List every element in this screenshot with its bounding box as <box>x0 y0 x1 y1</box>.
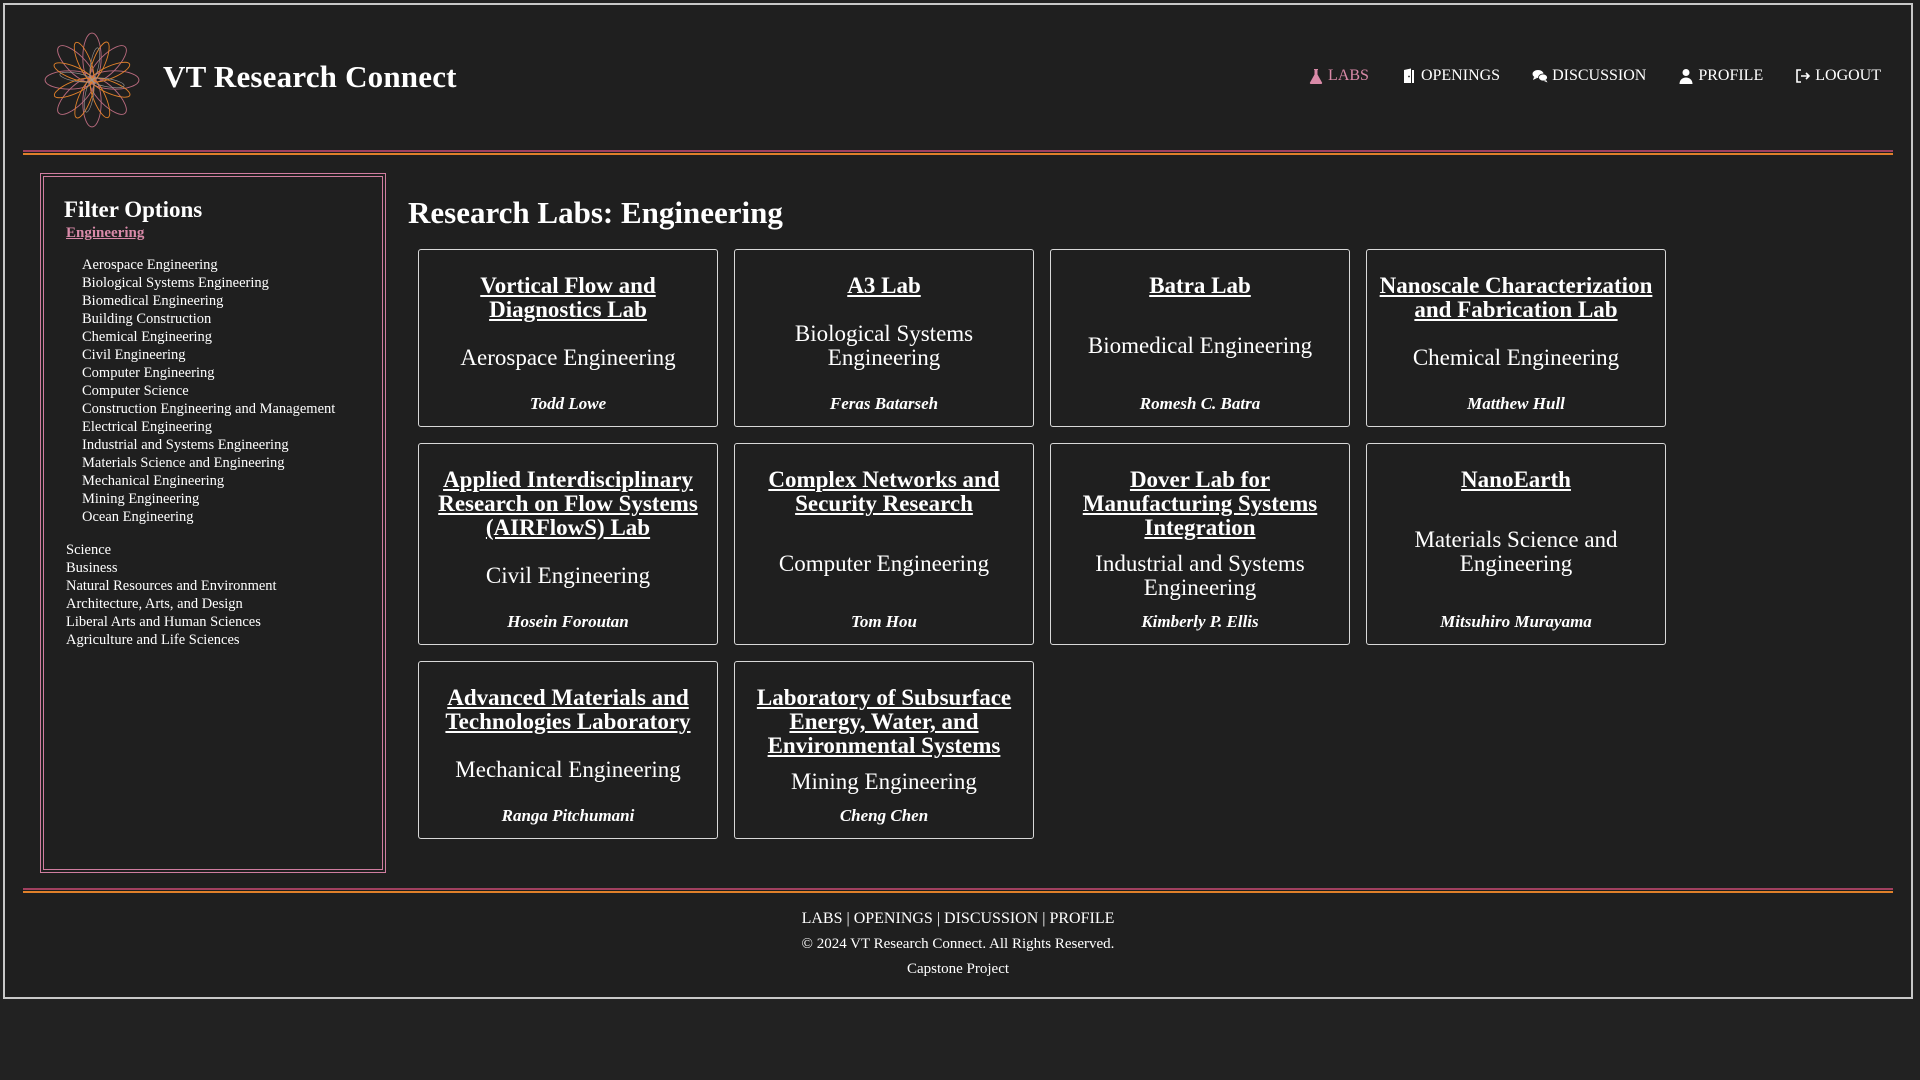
subcategory-item[interactable]: Materials Science and Engineering <box>82 455 285 471</box>
subcategory-item[interactable]: Computer Engineering <box>82 365 215 381</box>
site-footer <box>5 910 1911 978</box>
logout-icon <box>1795 68 1811 84</box>
lab-card-title[interactable]: Advanced Materials and Technologies Laboratory <box>445 685 691 734</box>
subcategory-item[interactable]: Chemical Engineering <box>82 329 213 345</box>
lab-card-pi: Matthew Hull <box>1467 394 1565 413</box>
comments-icon <box>1532 68 1548 84</box>
lab-card-pi: Hosein Foroutan <box>507 612 629 631</box>
lab-card-title[interactable]: Applied Interdisciplinary Research on Flow Systems (AIRFlowS) Lab <box>438 467 698 540</box>
lab-card-pi: Kimberly P. Ellis <box>1141 612 1259 631</box>
lab-card-pi: Ranga Pitchumani <box>501 806 635 825</box>
subcategory-item[interactable]: Biomedical Engineering <box>82 293 224 309</box>
filter-sidebar <box>40 173 386 873</box>
lab-card-department: Computer Engineering <box>778 551 990 576</box>
footer-nav <box>5 910 1911 928</box>
lab-card-department: Aerospace Engineering <box>460 345 676 370</box>
lab-card-department: Biomedical Engineering <box>1087 333 1313 358</box>
nav-openings-label: OPENINGS <box>1420 67 1501 84</box>
lab-card-department: Mining Engineering <box>791 769 977 794</box>
footer-tagline: Capstone Project <box>906 961 1010 977</box>
nav-discussion[interactable] <box>1532 67 1646 85</box>
filter-heading: Filter Options <box>64 197 203 222</box>
nav-logout[interactable] <box>1795 67 1881 85</box>
lab-card-department: Materials Science and Engineering <box>1414 527 1618 576</box>
lab-card-pi: Romesh C. Batra <box>1139 394 1261 413</box>
lab-card[interactable] <box>1050 249 1350 427</box>
lab-card-department: Chemical Engineering <box>1412 345 1620 370</box>
footer-link-labs[interactable]: LABS <box>801 910 843 927</box>
nav-labs[interactable] <box>1308 67 1369 85</box>
lab-card[interactable] <box>734 249 1034 427</box>
lab-card-department: Civil Engineering <box>485 563 651 588</box>
footer-link-openings[interactable]: OPENINGS <box>853 910 933 927</box>
lab-card[interactable] <box>418 249 718 427</box>
lab-card-pi: Todd Lowe <box>529 394 607 413</box>
footer-separator: | <box>842 910 854 927</box>
subcategory-item[interactable]: Computer Science <box>82 383 189 399</box>
footer-separator: | <box>932 910 945 927</box>
nav-discussion-label: DISCUSSION <box>1552 67 1647 84</box>
header-divider <box>23 150 1893 155</box>
subcategory-item[interactable]: Aerospace Engineering <box>82 257 218 273</box>
subcategory-item[interactable]: Industrial and Systems Engineering <box>82 437 289 453</box>
category-item[interactable]: Liberal Arts and Human Sciences <box>66 614 261 630</box>
subcategory-item[interactable]: Electrical Engineering <box>82 419 213 435</box>
lab-card[interactable] <box>734 661 1034 839</box>
lab-card[interactable] <box>418 661 718 839</box>
lab-card-pi: Cheng Chen <box>839 806 929 825</box>
subcategory-item[interactable]: Mining Engineering <box>82 491 200 507</box>
lab-card-department: Mechanical Engineering <box>455 757 681 782</box>
subcategory-item[interactable]: Building Construction <box>82 311 212 327</box>
category-item[interactable]: Natural Resources and Environment <box>66 578 277 594</box>
user-icon <box>1678 68 1694 84</box>
subcategory-item[interactable]: Civil Engineering <box>82 347 186 363</box>
category-item[interactable]: Architecture, Arts, and Design <box>66 596 243 612</box>
nav-profile[interactable] <box>1678 67 1763 85</box>
lab-card-pi: Mitsuhiro Murayama <box>1440 612 1592 631</box>
lab-card[interactable] <box>1050 443 1350 645</box>
lab-card-title[interactable]: Vortical Flow and Diagnostics Lab <box>480 273 656 322</box>
lab-card-title[interactable]: A3 Lab <box>847 273 921 298</box>
subcategory-item[interactable]: Ocean Engineering <box>82 509 194 525</box>
engineering-subcategory-list <box>82 256 362 526</box>
lab-card-title[interactable]: Nanoscale Characterization and Fabrication Lab <box>1379 273 1653 322</box>
nav-openings[interactable] <box>1401 67 1500 85</box>
lab-card-department: Industrial and Systems Engineering <box>1095 551 1305 600</box>
door-icon <box>1401 68 1417 84</box>
filter-engineering[interactable]: Engineering <box>66 225 145 241</box>
lab-card-title[interactable]: Laboratory of Subsurface Energy, Water, and Environmental Systems <box>756 685 1012 758</box>
lab-card-pi: Feras Batarseh <box>829 394 939 413</box>
page-title: Research Labs: Engineering <box>408 195 783 230</box>
nav-profile-label: PROFILE <box>1698 67 1764 84</box>
lab-card[interactable] <box>734 443 1034 645</box>
lab-card-title[interactable]: NanoEarth <box>1461 467 1571 492</box>
footer-link-discussion[interactable]: DISCUSSION <box>944 910 1039 927</box>
category-list <box>66 541 362 649</box>
category-item[interactable]: Science <box>66 542 112 558</box>
lab-card-department: Biological Systems Engineering <box>794 321 974 370</box>
lab-card-title[interactable]: Complex Networks and Security Research <box>768 467 1000 516</box>
lab-card[interactable] <box>1366 249 1666 427</box>
footer-link-profile[interactable]: PROFILE <box>1049 910 1115 927</box>
main-nav <box>1308 67 1881 85</box>
copyright-text: © 2024 VT Research Connect. All Rights Reserved. <box>801 936 1115 952</box>
category-item[interactable]: Agriculture and Life Sciences <box>66 632 240 648</box>
lab-card[interactable] <box>1366 443 1666 645</box>
footer-separator: | <box>1038 910 1050 927</box>
subcategory-item[interactable]: Construction Engineering and Management <box>82 401 336 417</box>
lab-card[interactable] <box>418 443 718 645</box>
footer-divider <box>23 888 1893 893</box>
site-header <box>5 5 1911 150</box>
page-frame <box>3 3 1913 999</box>
lab-card-title[interactable]: Dover Lab for Manufacturing Systems Integration <box>1082 467 1318 540</box>
nav-logout-label: LOGOUT <box>1815 67 1881 84</box>
lab-card-pi: Tom Hou <box>851 612 917 631</box>
flower-logo-icon[interactable] <box>41 29 143 131</box>
category-item[interactable]: Business <box>66 560 118 576</box>
subcategory-item[interactable]: Biological Systems Engineering <box>82 275 269 291</box>
flask-icon <box>1308 68 1324 84</box>
nav-labs-label: LABS <box>1328 67 1369 84</box>
subcategory-item[interactable]: Mechanical Engineering <box>82 473 225 489</box>
site-title[interactable]: VT Research Connect <box>163 59 457 94</box>
lab-card-title[interactable]: Batra Lab <box>1149 273 1251 298</box>
